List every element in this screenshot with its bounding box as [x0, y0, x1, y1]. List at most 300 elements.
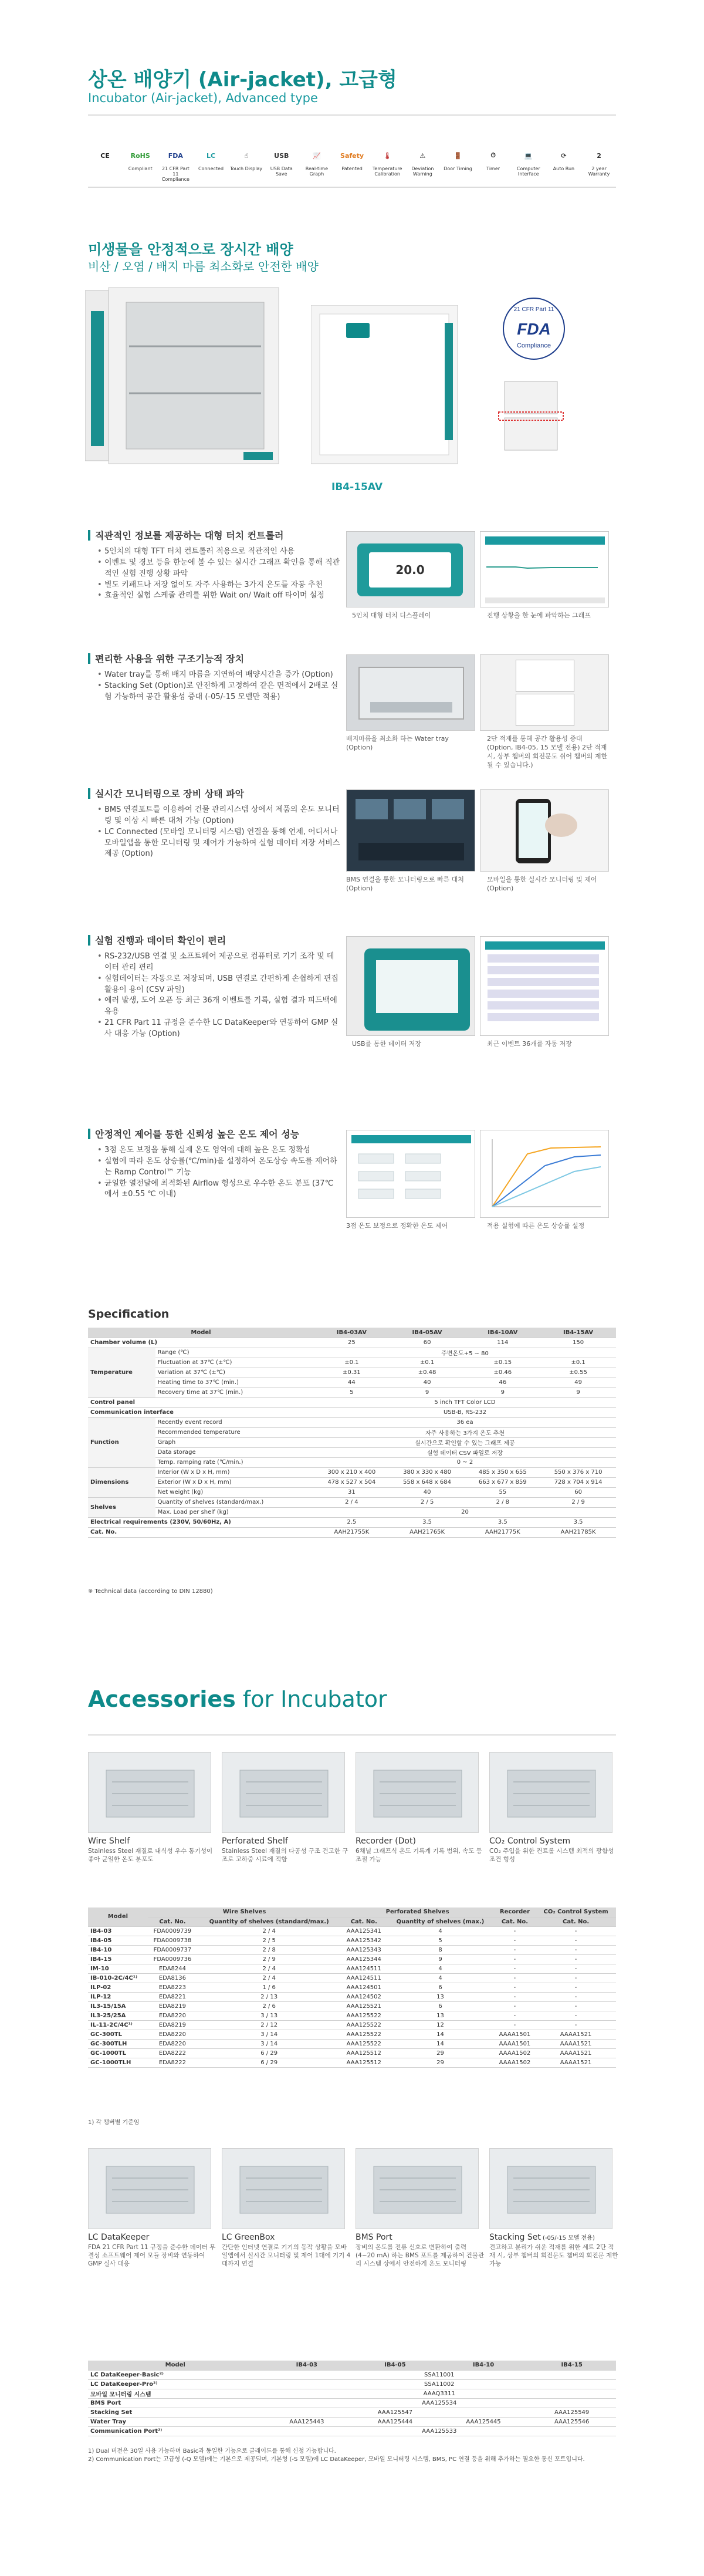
- table-cell: -: [494, 1936, 536, 1945]
- spec-group: Electrical requirements (230V, 50/60Hz, A): [88, 1517, 314, 1527]
- feature-caption: 최근 이벤트 36개를 자동 저장: [487, 1040, 572, 1048]
- cert-7-icon: Safety: [340, 151, 364, 160]
- feature-heading: 실험 진행과 데이터 확인이 편리: [95, 935, 226, 946]
- spec-value: ±0.15: [465, 1358, 540, 1368]
- cert-item: [512, 146, 546, 182]
- accessory-name: [222, 1836, 351, 1846]
- table-row: [88, 2370, 616, 2379]
- cert-item: [547, 146, 581, 182]
- table-cell: 6: [387, 2001, 494, 2011]
- table-cell: 5: [387, 1936, 494, 1945]
- table-cell: Water Tray: [88, 2417, 263, 2426]
- table-cell: 12: [387, 2020, 494, 2030]
- accessory-card: [88, 1752, 217, 1863]
- table-cell: 2 / 12: [197, 2020, 341, 2030]
- feature-heading: 편리한 사용을 위한 구조기능적 장치: [95, 653, 245, 664]
- table-cell: GC-300TLH: [88, 2039, 148, 2048]
- table-cell: IM-10: [88, 1964, 148, 1973]
- table-cell: -: [536, 1973, 616, 1983]
- spec-group: Cat. No.: [88, 1527, 314, 1537]
- accessory-desc: 간단한 인터넷 연결로 기기의 동작 상황을 모바일앱에서 실시간 모니터링 및 제어 1대에 기기 4대까지 연결: [222, 2244, 351, 2268]
- spec-value: 3.5: [390, 1517, 465, 1527]
- accessories-notes-2: [88, 2447, 616, 2464]
- table-cell: AAAA1521: [536, 2048, 616, 2058]
- calibration-screen-image: [346, 1130, 475, 1218]
- spec-value: 자주 사용하는 3가지 온도 추천: [314, 1427, 616, 1437]
- spec-value: 2 / 8: [465, 1497, 540, 1507]
- feature-heading: 안정적인 제어를 통한 신뢰성 높은 온도 제어 성능: [95, 1129, 300, 1140]
- spec-value: 44: [314, 1378, 390, 1387]
- spec-row: [88, 1338, 616, 1348]
- specification-table: [88, 1328, 616, 1538]
- divider: [88, 187, 616, 188]
- hero-title: 미생물을 안정적으로 장시간 배양: [88, 241, 293, 258]
- table-row: [88, 1954, 616, 1964]
- table-cell: -: [536, 1936, 616, 1945]
- table-cell: 3 / 14: [197, 2030, 341, 2039]
- page-title: 상온 배양기 (Air-jacket), 고급형: [88, 68, 397, 92]
- table-cell: AAA125533: [263, 2426, 616, 2436]
- cert-9-icon: ⚠: [419, 151, 426, 160]
- spec-value: 478 x 527 x 504: [314, 1477, 390, 1487]
- table-cell: Stacking Set: [88, 2408, 263, 2417]
- cert-1-icon: RoHS: [130, 151, 150, 160]
- spec-header: IB4-05AV: [390, 1328, 465, 1338]
- table-cell: AAAQ3311: [263, 2389, 616, 2398]
- cert-label: 21 CFR Part 11 Compliance: [161, 166, 189, 182]
- table-cell: 9: [387, 1954, 494, 1964]
- table-row: [88, 2001, 616, 2011]
- cert-label: Temperature Calibration: [372, 166, 402, 177]
- accessory-image: [489, 2148, 612, 2229]
- spec-value: AAH21775K: [465, 1527, 540, 1537]
- spec-value: 20: [314, 1507, 616, 1517]
- th-sub: Cat. No.: [148, 1917, 197, 1926]
- spec-value: 60: [390, 1338, 465, 1348]
- th-sub: Cat. No.: [341, 1917, 387, 1926]
- accessory-name-sub: (-05/-15 모델 전용): [540, 2235, 595, 2241]
- spec-row: [88, 1397, 616, 1407]
- table-row: [88, 2408, 616, 2417]
- feature-bullet: • 효율적인 실험 스케줄 관리를 위한 Wait on/ Wait off 타이머 설정: [97, 590, 340, 602]
- table-cell: IB4-05: [88, 1936, 148, 1945]
- incubator-closed-image: [311, 305, 475, 475]
- spec-value: 5: [314, 1387, 390, 1397]
- table-cell: Communication Port²⁾: [88, 2426, 263, 2436]
- table-cell: AAA125443: [263, 2417, 351, 2426]
- table-cell: AAAA1501: [494, 2030, 536, 2039]
- feature-bullet: • 별도 키패드나 저장 없이도 자주 사용하는 3가지 온도를 자동 추천: [97, 580, 340, 591]
- table-cell: -: [494, 1945, 536, 1954]
- cert-5-icon: USB: [274, 151, 289, 160]
- spec-group: Communication interface: [88, 1407, 314, 1417]
- feature-monitoring: [88, 786, 340, 860]
- spec-group: Shelves: [88, 1497, 155, 1517]
- cert-item: [265, 146, 299, 182]
- cert-item: [194, 146, 228, 182]
- spec-value: 40: [390, 1487, 465, 1497]
- table-row: [88, 2039, 616, 2048]
- accessory-name: [356, 1836, 485, 1846]
- accessory-name-text: Stacking Set: [489, 2233, 541, 2242]
- usb-storage-image: [346, 936, 475, 1036]
- spec-value: 3.5: [465, 1517, 540, 1527]
- spec-row: [88, 1368, 616, 1378]
- cert-11-icon: ⏱: [490, 151, 496, 159]
- accessory-image: [222, 2148, 345, 2229]
- realtime-graph-image: [480, 531, 609, 607]
- spec-value: 2 / 5: [390, 1497, 465, 1507]
- cert-item: [300, 146, 334, 182]
- specification-title: Specification: [88, 1308, 170, 1321]
- spec-group: Control panel: [88, 1397, 314, 1407]
- table-cell: AAA125546: [527, 2417, 616, 2426]
- feature-caption: 모바일을 통한 실시간 모니터링 및 제어 (Option): [487, 876, 597, 892]
- cert-8-icon: 🌡: [383, 151, 392, 160]
- table-cell: AAAA1521: [536, 2039, 616, 2048]
- table-row: [88, 2030, 616, 2039]
- incubator-open-image: [85, 276, 308, 475]
- spec-value: 2.5: [314, 1517, 390, 1527]
- table-cell: AAA124511: [341, 1973, 387, 1983]
- table-cell: GC-300TL: [88, 2030, 148, 2039]
- table-cell: -: [494, 1983, 536, 1992]
- spec-row: [88, 1507, 616, 1517]
- table-cell: AAAA1502: [494, 2048, 536, 2058]
- spec-value: ±0.55: [540, 1368, 616, 1378]
- spec-header: Model: [88, 1328, 314, 1338]
- table-cell: [263, 2408, 351, 2417]
- table-cell: AAA125445: [439, 2417, 528, 2426]
- accessories-title-main: Accessories: [88, 1686, 236, 1712]
- table-cell: 2 / 9: [197, 1954, 341, 1964]
- feature-caption: USB를 통한 데이터 저장: [352, 1040, 422, 1048]
- spec-value: ±0.1: [540, 1358, 616, 1368]
- table-cell: -: [494, 1973, 536, 1983]
- note-line: 2) Communication Port는 고급형 (-Q 모델)에는 기본으로 제공되며, 기본형 (-S 모델)에 LC DataKeeper, 모바일 모니터링 시스템, BMS, PC 연결 등을 위해 추가하는 필요한 통신 포트입니다.: [88, 2456, 585, 2463]
- spec-value: 49: [540, 1378, 616, 1387]
- feature-bullet: • 균일한 열전달에 최적화된 Airflow 형성으로 우수한 온도 분포 (37℃에서 ±0.55 ℃ 이내): [97, 1179, 340, 1201]
- table-cell: AAA125522: [341, 2011, 387, 2020]
- cert-item: [335, 146, 369, 182]
- feature-caption: 배지마름을 최소화 하는 Water tray (Option): [346, 735, 449, 751]
- spec-label: Graph: [155, 1437, 314, 1447]
- table-cell: AAA125343: [341, 1945, 387, 1954]
- accessory-name: [489, 2233, 618, 2242]
- cert-label: Patented: [341, 166, 363, 171]
- table-cell: AAA125522: [341, 2030, 387, 2039]
- spec-value: ±0.46: [465, 1368, 540, 1378]
- mobile-monitoring-image: [480, 789, 609, 872]
- spec-row: [88, 1457, 616, 1467]
- accessory-card: [489, 2148, 618, 2268]
- cert-14-icon: 2: [597, 151, 601, 160]
- accessory-name: [88, 1836, 217, 1846]
- spec-value: 실험 데이터 CSV 파일로 저장: [314, 1447, 616, 1457]
- spec-label: Temp. ramping rate (℃/min.): [155, 1457, 314, 1467]
- table-cell: 2 / 4: [197, 1964, 341, 1973]
- table-cell: IL-11-2C/4C¹⁾: [88, 2020, 148, 2030]
- table-cell: 14: [387, 2030, 494, 2039]
- spec-value: 3.5: [540, 1517, 616, 1527]
- accessory-name-text: LC GreenBox: [222, 2233, 275, 2242]
- spec-value: USB-B, RS-232: [314, 1407, 616, 1417]
- spec-row: [88, 1378, 616, 1387]
- spec-value: ±0.31: [314, 1368, 390, 1378]
- th-sub: Cat. No.: [494, 1917, 536, 1926]
- table-cell: EDA8222: [148, 2048, 197, 2058]
- table-cell: AAAA1521: [536, 2058, 616, 2067]
- feature-caption: 적용 실험에 따른 온도 상승률 설정: [487, 1222, 585, 1230]
- table-cell: ILP-02: [88, 1983, 148, 1992]
- table-cell: EDA8220: [148, 2030, 197, 2039]
- spec-group: Function: [88, 1417, 155, 1467]
- table-cell: LC DataKeeper-Basic²⁾: [88, 2370, 263, 2379]
- accessory-image: [88, 1752, 211, 1833]
- table-header: IB4-10: [439, 2361, 528, 2370]
- cert-item: [405, 146, 439, 182]
- table-row: [88, 2048, 616, 2058]
- accessory-name: [356, 2233, 485, 2242]
- table-cell: 29: [387, 2048, 494, 2058]
- table-cell: -: [494, 2011, 536, 2020]
- cert-3-icon: LC: [206, 151, 216, 160]
- table-cell: -: [536, 1992, 616, 2001]
- table-cell: AAA125341: [341, 1926, 387, 1936]
- spec-value: 558 x 648 x 684: [390, 1477, 465, 1487]
- accessory-name-text: LC DataKeeper: [88, 2233, 150, 2242]
- table-cell: AAA125512: [341, 2048, 387, 2058]
- accessories-table-2: [88, 2361, 616, 2436]
- table-row: [88, 2058, 616, 2067]
- spec-value: 주변온도+5 ~ 80: [314, 1348, 616, 1358]
- table-cell: AAAA1501: [494, 2039, 536, 2048]
- table-cell: 2 / 4: [197, 1973, 341, 1983]
- table-cell: 6 / 29: [197, 2048, 341, 2058]
- table-row: [88, 1945, 616, 1954]
- stacking-set-image: [480, 654, 609, 731]
- divider: [88, 1734, 616, 1736]
- accessory-desc: 견고하고 분리가 쉬운 적재를 위한 세트 2단 적재 시, 상부 챔버의 회전문도 챔버의 회전문 제한 가능: [489, 2244, 618, 2268]
- accessory-desc: Stainless Steel 재질로 내식성 우수 통기성이 좋아 균일한 온도 분포도: [88, 1848, 213, 1863]
- page-subtitle: Incubator (Air-jacket), Advanced type: [88, 91, 318, 105]
- table-cell: -: [536, 2020, 616, 2030]
- cert-item: [158, 146, 192, 182]
- table-cell: 6: [387, 1983, 494, 1992]
- th-sub: Quantity of shelves (standard/max.): [197, 1917, 341, 1926]
- table-cell: EDA8222: [148, 2058, 197, 2067]
- feature-data: [88, 933, 340, 1040]
- accessory-desc: Stainless Steel 재질의 다공성 구조 견고한 구조로 고하중 시료에 적합: [222, 1848, 348, 1863]
- badge-logo-text: FDA: [517, 320, 551, 338]
- table-cell: 13: [387, 1992, 494, 2001]
- table-row: [88, 2417, 616, 2426]
- accessory-name: [88, 2233, 217, 2242]
- cert-13-icon: ⟳: [561, 151, 567, 160]
- table-cell: EDA8219: [148, 2001, 197, 2011]
- table-row: [88, 2379, 616, 2389]
- spec-header: IB4-10AV: [465, 1328, 540, 1338]
- feature-bullet: • 실험에 따라 온도 상승률(℃/min)을 설정하여 온도상승 속도를 제어하는 Ramp Control™ 기능: [97, 1156, 340, 1179]
- table-cell: AAA125522: [341, 2039, 387, 2048]
- accessories-table-1: [88, 1907, 616, 2068]
- spec-value: 9: [390, 1387, 465, 1397]
- feature-temperature: [88, 1127, 340, 1200]
- accessory-desc: 6채널 그래프식 온도 기록계 기록 범위, 속도 등 조절 가능: [356, 1848, 482, 1863]
- th-co2: CO₂ Control System: [536, 1907, 616, 1917]
- accessory-name-text: BMS Port: [356, 2233, 392, 2242]
- spec-value: ±0.48: [390, 1368, 465, 1378]
- table-cell: GC-1000TLH: [88, 2058, 148, 2067]
- accent-bar: [88, 653, 90, 664]
- table-cell: 8: [387, 1945, 494, 1954]
- table-cell: -: [494, 2020, 536, 2030]
- feature-bullet: • 3점 온도 보정을 통해 실제 온도 영역에 대해 높은 온도 정확성: [97, 1145, 340, 1156]
- spec-value: 300 x 210 x 400: [314, 1467, 390, 1477]
- stacking-diagram-image: [493, 376, 569, 458]
- accessories-title-rest: for Incubator: [235, 1686, 387, 1712]
- cert-label: Deviation Warning: [411, 166, 434, 177]
- feature-bullet: • LC Connected (모바일 모니터링 시스템) 연결을 통해 언제, 어디서나 모바일앱을 통한 모니터링 및 제어가 가능하여 실험 데이터 저장 서비스 제공 (Option): [97, 827, 340, 860]
- table-cell: EDA8136: [148, 1973, 197, 1983]
- spec-value: AAH21785K: [540, 1527, 616, 1537]
- spec-label: Fluctuation at 37℃ (±℃): [155, 1358, 314, 1368]
- spec-value: 36 ea: [314, 1417, 616, 1427]
- table-cell: FDA0009737: [148, 1945, 197, 1954]
- certification-icons: [88, 146, 616, 182]
- table-cell: AAA125547: [351, 2408, 439, 2417]
- table-cell: 1 / 6: [197, 1983, 341, 1992]
- table-cell: 4: [387, 1964, 494, 1973]
- cert-2-icon: FDA: [168, 151, 183, 160]
- table-row: [88, 2389, 616, 2398]
- accessory-name: [489, 1836, 618, 1846]
- table-cell: AAA124502: [341, 1992, 387, 2001]
- cert-item: [123, 146, 157, 182]
- table-cell: FDA0009736: [148, 1954, 197, 1964]
- table-row: [88, 1983, 616, 1992]
- table-cell: -: [536, 1964, 616, 1973]
- accessory-name-text: Recorder (Dot): [356, 1836, 416, 1846]
- model-label: IB4-15AV: [331, 481, 383, 493]
- spec-header: IB4-03AV: [314, 1328, 390, 1338]
- table-cell: -: [536, 1945, 616, 1954]
- table-cell: EDA8223: [148, 1983, 197, 1992]
- cert-item: [229, 146, 263, 182]
- table-cell: 29: [387, 2058, 494, 2067]
- table-cell: -: [536, 2011, 616, 2020]
- accent-bar: [88, 935, 90, 946]
- spec-row: [88, 1407, 616, 1417]
- table-cell: 2 / 13: [197, 1992, 341, 2001]
- th-sub: Cat. No.: [536, 1917, 616, 1926]
- spec-label: Recently event record: [155, 1417, 314, 1427]
- table-cell: ILP-12: [88, 1992, 148, 2001]
- table-cell: EDA8244: [148, 1964, 197, 1973]
- table-header: IB4-03: [263, 2361, 351, 2370]
- table-cell: AAAA1502: [494, 2058, 536, 2067]
- table-cell: AAA125344: [341, 1954, 387, 1964]
- cert-item: [476, 146, 510, 182]
- badge-top-text: 21 CFR Part 11: [513, 306, 554, 313]
- table-cell: 6 / 29: [197, 2058, 341, 2067]
- spec-label: Interior (W x D x H, mm): [155, 1467, 314, 1477]
- cert-6-icon: 📈: [313, 151, 321, 160]
- feature-bullet: • 5인치의 대형 TFT 터치 컨트롤러 적용으로 직관적인 사용: [97, 546, 340, 558]
- spec-label: Range (℃): [155, 1348, 314, 1358]
- table-cell: SSA11001: [263, 2370, 616, 2379]
- spec-value: 55: [465, 1487, 540, 1497]
- spec-row: [88, 1447, 616, 1457]
- table-cell: -: [494, 1954, 536, 1964]
- table-cell: IL3-15/15A: [88, 2001, 148, 2011]
- table-cell: 3 / 13: [197, 2011, 341, 2020]
- accessories-note-1: 1) 각 챔버별 기준임: [88, 2119, 140, 2126]
- spec-value: 485 x 350 x 655: [465, 1467, 540, 1477]
- accessory-card: [88, 2148, 217, 2268]
- feature-bullet: • RS-232/USB 연결 및 소프트웨어 제공으로 컴퓨터로 기기 조작 및 데이터 관리 편리: [97, 951, 340, 974]
- table-cell: 4: [387, 1973, 494, 1983]
- accessory-image: [88, 2148, 211, 2229]
- table-row: [88, 2020, 616, 2030]
- spec-group: Temperature: [88, 1348, 155, 1397]
- spec-value: 2 / 9: [540, 1497, 616, 1507]
- accessory-card: [356, 2148, 485, 2268]
- ramp-rate-graph-image: [480, 1130, 609, 1218]
- table-header: Model: [88, 2361, 263, 2370]
- spec-label: Max. Load per shelf (kg): [155, 1507, 314, 1517]
- spec-value: 728 x 704 x 914: [540, 1477, 616, 1487]
- table-cell: -: [494, 1992, 536, 2001]
- spec-label: Recovery time at 37℃ (min.): [155, 1387, 314, 1397]
- spec-row: [88, 1348, 616, 1358]
- table-cell: AAA124501: [341, 1983, 387, 1992]
- accessory-desc: FDA 21 CFR Part 11 규정을 준수한 데이터 무결성 소프트웨어 제어 모듈 장비와 연동하여 GMP 실사 대응: [88, 2244, 216, 2268]
- table-row: [88, 2398, 616, 2408]
- spec-group: Dimensions: [88, 1467, 155, 1497]
- feature-touch-controller: [88, 528, 340, 602]
- spec-value: 60: [540, 1487, 616, 1497]
- accessory-name: [222, 2233, 351, 2242]
- accessory-card: [222, 1752, 351, 1863]
- spec-value: 0 ~ 2: [314, 1457, 616, 1467]
- table-cell: -: [494, 1964, 536, 1973]
- table-cell: IL3-25/25A: [88, 2011, 148, 2020]
- table-cell: GC-1000TL: [88, 2048, 148, 2058]
- feature-bullet: • 21 CFR Part 11 규정을 준수한 LC DataKeeper와 연동하여 GMP 실사 대응 가능 (Option): [97, 1018, 340, 1040]
- spec-value: 9: [465, 1387, 540, 1397]
- table-cell: 3 / 14: [197, 2039, 341, 2048]
- table-cell: EDA8219: [148, 2020, 197, 2030]
- spec-value: AAH21765K: [390, 1527, 465, 1537]
- table-cell: FDA0009738: [148, 1936, 197, 1945]
- table-cell: AAA125534: [263, 2398, 616, 2408]
- spec-label: Quantity of shelves (standard/max.): [155, 1497, 314, 1507]
- spec-value: 663 x 677 x 859: [465, 1477, 540, 1487]
- table-cell: AAA125512: [341, 2058, 387, 2067]
- th-sub: Quantity of shelves (max.): [387, 1917, 494, 1926]
- accessory-name-text: Perforated Shelf: [222, 1836, 288, 1846]
- spec-label: Heating time to 37℃ (min.): [155, 1378, 314, 1387]
- spec-row: [88, 1467, 616, 1477]
- table-cell: IB4-03: [88, 1926, 148, 1936]
- feature-caption: 진행 상황을 한 눈에 파악하는 그래프: [487, 612, 591, 619]
- table-cell: 14: [387, 2039, 494, 2048]
- cert-10-icon: 🚪: [453, 151, 462, 160]
- feature-bullet: • BMS 연결포트를 이용하여 건물 관리시스템 상에서 제품의 온도 모니터링 및 이상 시 빠른 대처 가능 (Option): [97, 805, 340, 827]
- table-cell: 4: [387, 1926, 494, 1936]
- spec-value: 실시간으로 확인할 수 있는 그래프 제공: [314, 1437, 616, 1447]
